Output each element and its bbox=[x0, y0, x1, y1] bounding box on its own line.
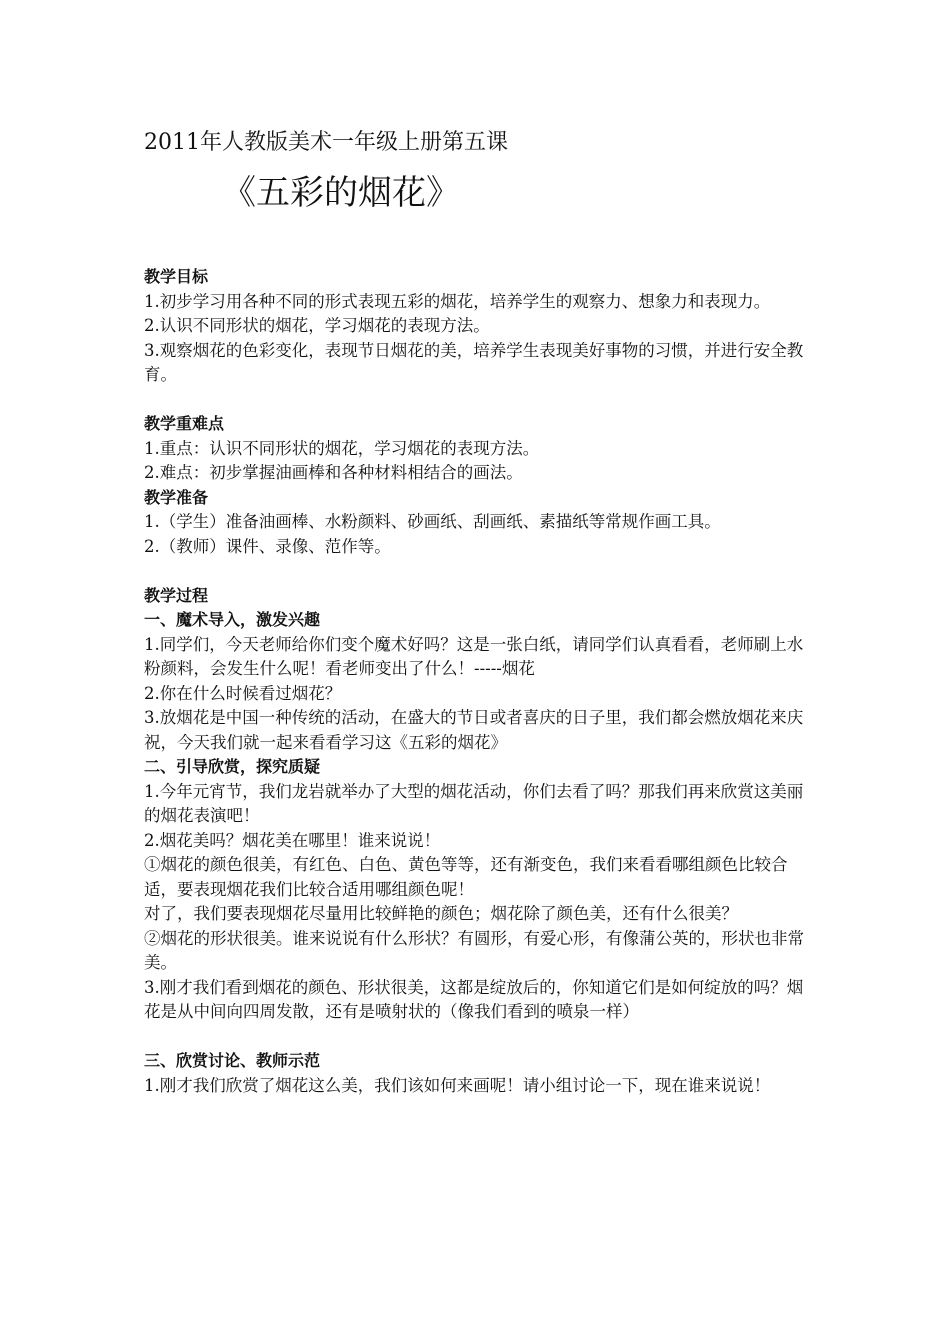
part2-item: ②烟花的形状很美。谁来说说有什么形状？有圆形，有爱心形，有像蒲公英的，形状也非常美。 bbox=[144, 928, 804, 972]
preparation-item: 2.（教师）课件、录像、范作等。 bbox=[144, 536, 391, 556]
spacer bbox=[144, 1025, 812, 1050]
goals-heading: 教学目标 bbox=[144, 267, 209, 286]
goal-item: 3.观察烟花的色彩变化，表现节日烟花的美，培养学生表现美好事物的习惯，并进行安全教育。 bbox=[144, 340, 804, 384]
spacer bbox=[144, 559, 812, 584]
spacer bbox=[144, 388, 812, 413]
part1-item: 1.同学们，今天老师给你们变个魔术好吗？这是一张白纸，请同学们认真看看，老师刷上水粉颜料，会发生什么呢！看老师变出了什么！-----烟花 bbox=[144, 634, 804, 678]
goal-item: 1.初步学习用各种不同的形式表现五彩的烟花，培养学生的观察力、想象力和表现力。 bbox=[144, 291, 771, 311]
preparation-heading: 教学准备 bbox=[144, 487, 209, 507]
part2-heading: 二、引导欣赏，探究质疑 bbox=[144, 757, 321, 776]
lesson-title: 《五彩的烟花》 bbox=[222, 173, 460, 213]
part2-item: 2.烟花美吗？烟花美在哪里！谁来说说！ bbox=[144, 830, 441, 850]
lesson-header: 2011年人教版美术一年级上册第五课 bbox=[144, 130, 508, 155]
part2-item: ①烟花的颜色很美，有红色、白色、黄色等等，还有渐变色，我们来看看哪组颜色比较合适，要表现烟花我们比较合适用哪组颜色呢！ bbox=[144, 855, 788, 899]
part1-heading: 一、魔术导入，激发兴趣 bbox=[144, 610, 321, 629]
part1-item: 3.放烟花是中国一种传统的活动，在盛大的节日或者喜庆的日子里，我们都会燃放烟花来庆祝，今天我们就一起来看看学习这《五彩的烟花》 bbox=[144, 708, 804, 752]
process-heading: 教学过程 bbox=[144, 585, 209, 605]
key-point-item: 1.重点：认识不同形状的烟花，学习烟花的表现方法。 bbox=[144, 438, 540, 458]
preparation-item: 1.（学生）准备油画棒、水粉颜料、砂画纸、刮画纸、素描纸等常规作画工具。 bbox=[144, 512, 721, 531]
part1-item: 2.你在什么时候看过烟花？ bbox=[144, 683, 342, 703]
document-body bbox=[144, 265, 812, 1098]
part3-heading: 三、欣赏讨论、教师示范 bbox=[144, 1051, 321, 1070]
part2-item: 对了，我们要表现烟花尽量用比较鲜艳的颜色；烟花除了颜色美，还有什么很美？ bbox=[144, 904, 738, 923]
part3-item: 1.刚才我们欣赏了烟花这么美，我们该如何来画呢！请小组讨论一下，现在谁来说说！ bbox=[144, 1075, 771, 1095]
key-points-heading: 教学重难点 bbox=[144, 414, 225, 433]
part2-item: 1.今年元宵节，我们龙岩就举办了大型的烟花活动，你们去看了吗？那我们再来欣赏这美丽的烟花表演吧！ bbox=[144, 781, 804, 825]
key-point-item: 2.难点：初步掌握油画棒和各种材料相结合的画法。 bbox=[144, 463, 523, 482]
part2-item: 3.刚才我们看到烟花的颜色、形状很美，这都是绽放后的，你知道它们是如何绽放的吗？烟花是从中间向四周发散，还有是喷射状的（像我们看到的喷泉一样） bbox=[144, 977, 804, 1021]
goal-item: 2.认识不同形状的烟花，学习烟花的表现方法。 bbox=[144, 316, 490, 335]
